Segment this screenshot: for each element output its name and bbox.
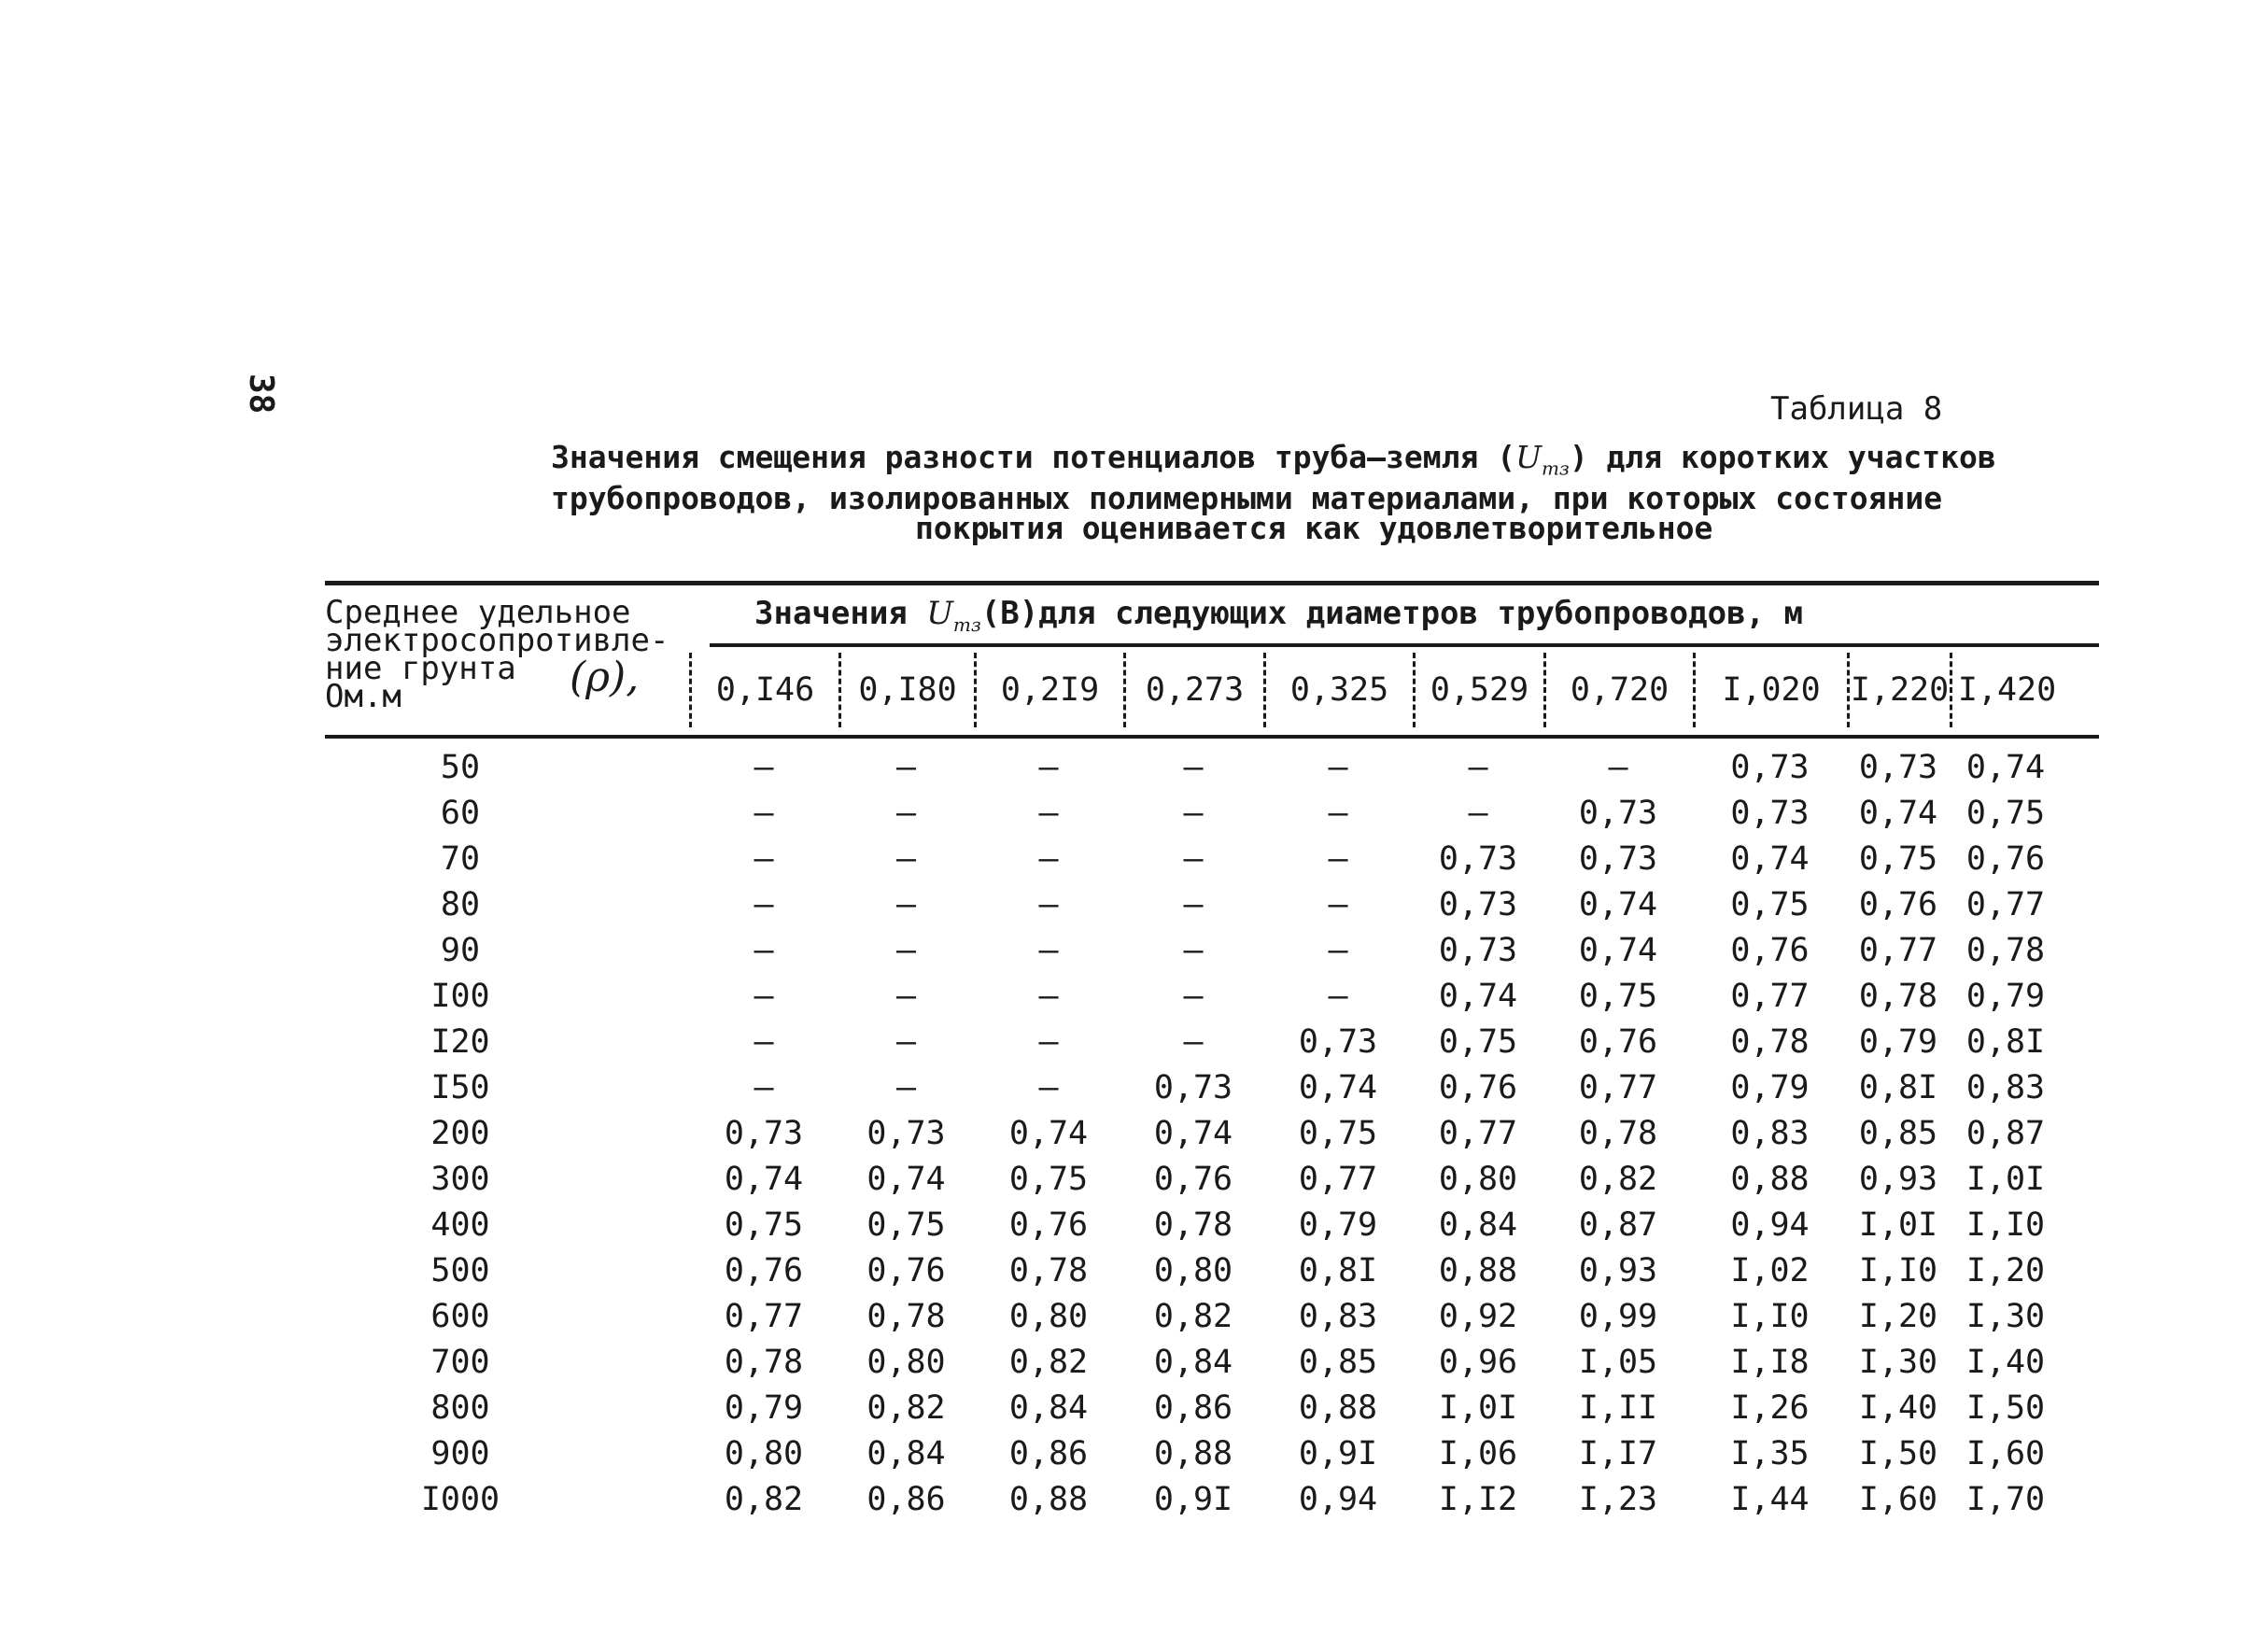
diameter-header-cell: 0,720	[1543, 653, 1693, 727]
potential-value-cell: 0,73	[866, 1114, 946, 1152]
resistivity-cell: 50	[440, 748, 481, 786]
potential-value-cell: –	[1468, 748, 1488, 786]
potential-value-cell: 0,78	[724, 1343, 804, 1381]
potential-value-cell: I,05	[1578, 1343, 1658, 1381]
potential-value-cell: 0,82	[866, 1388, 946, 1427]
potential-value-cell: 0,77	[1298, 1160, 1378, 1198]
potential-value-cell: 0,78	[1730, 1022, 1810, 1061]
resistivity-cell: 90	[440, 931, 481, 969]
potential-value-cell: 0,77	[1730, 977, 1810, 1015]
caption-line-3: покрытия оценивается как удовлетворительное	[915, 509, 1713, 546]
potential-value-cell: 0,73	[1298, 1022, 1378, 1061]
potential-value-cell: –	[1183, 977, 1204, 1015]
potential-value-cell: 0,74	[1578, 885, 1658, 923]
potential-value-cell: 0,86	[866, 1480, 946, 1518]
potential-value-cell: I,40	[1858, 1388, 1938, 1427]
potential-value-cell: 0,73	[1730, 748, 1810, 786]
potential-value-cell: 0,82	[1153, 1297, 1233, 1335]
table-row	[325, 973, 2099, 1019]
table-body	[325, 739, 2099, 1522]
table-row	[325, 1430, 2099, 1476]
table-header	[325, 585, 2099, 735]
potential-value-cell: 0,82	[1578, 1160, 1658, 1198]
potential-value-cell: 0,87	[1578, 1205, 1658, 1244]
potential-value-cell: 0,73	[1578, 839, 1658, 878]
resistivity-cell: 800	[430, 1388, 490, 1427]
potential-value-cell: 0,75	[1965, 794, 2046, 832]
values-header-title: Значения $U_{тз}(В)для$ следующих диаметров трубопроводов, м	[754, 595, 1803, 636]
potential-value-cell: I,30	[1965, 1297, 2046, 1335]
potential-value-cell: 0,75	[1730, 885, 1810, 923]
potential-value-cell: 0,86	[1153, 1388, 1233, 1427]
potential-value-cell: –	[1038, 977, 1059, 1015]
potential-value-cell: 0,8I	[1298, 1251, 1378, 1289]
resistivity-cell: 900	[430, 1434, 490, 1472]
potential-value-cell: 0,94	[1298, 1480, 1378, 1518]
potential-value-cell: I,0I	[1858, 1205, 1938, 1244]
potential-value-cell: 0,73	[1438, 885, 1518, 923]
resistivity-cell: 70	[440, 839, 481, 878]
table-row	[325, 1064, 2099, 1110]
potential-value-cell: 0,88	[1730, 1160, 1810, 1198]
potential-value-cell: 0,75	[1438, 1022, 1518, 1061]
potential-value-cell: 0,79	[1858, 1022, 1938, 1061]
potential-value-cell: 0,82	[724, 1480, 804, 1518]
potential-value-cell: –	[895, 1068, 917, 1106]
potential-value-cell: 0,76	[724, 1251, 804, 1289]
potential-value-cell: I,0I	[1965, 1160, 2046, 1198]
diameter-header-cell: I,420	[1950, 653, 2062, 727]
table-row	[325, 1019, 2099, 1064]
potential-value-cell: I,50	[1858, 1434, 1938, 1472]
potential-value-cell: 0,74	[1965, 748, 2046, 786]
potential-value-cell: –	[1183, 748, 1204, 786]
potential-value-cell: 0,73	[1858, 748, 1938, 786]
potential-value-cell: 0,76	[866, 1251, 946, 1289]
potential-value-cell: 0,75	[1858, 839, 1938, 878]
potential-value-cell: I,20	[1965, 1251, 2046, 1289]
potential-variable: $U_{тз}$	[1515, 439, 1570, 480]
potential-value-cell: 0,84	[1153, 1343, 1233, 1381]
potential-value-cell: I,I7	[1578, 1434, 1658, 1472]
potential-value-cell: –	[1328, 931, 1348, 969]
caption-line-2: трубопроводов, изолированных полимерными материалами, при которых состояние	[551, 479, 1943, 516]
table-row	[325, 1247, 2099, 1293]
resistivity-cell: 60	[440, 794, 481, 832]
potential-value-cell: 0,88	[1153, 1434, 1233, 1472]
potential-value-cell: I,20	[1858, 1297, 1938, 1335]
potential-value-cell: –	[1183, 1022, 1204, 1061]
potential-value-cell: I,I8	[1730, 1343, 1810, 1381]
potential-value-cell: –	[895, 1022, 917, 1061]
potential-value-cell: 0,74	[1008, 1114, 1089, 1152]
potential-value-cell: I,I0	[1858, 1251, 1938, 1289]
potential-value-cell: 0,76	[1008, 1205, 1089, 1244]
potential-value-cell: 0,9I	[1298, 1434, 1378, 1472]
potential-value-cell: –	[895, 977, 917, 1015]
potential-value-cell: 0,78	[1965, 931, 2046, 969]
potential-value-cell: I,60	[1965, 1434, 2046, 1472]
potential-value-cell: 0,88	[1298, 1388, 1378, 1427]
potential-value-cell: 0,93	[1578, 1251, 1658, 1289]
potential-value-cell: 0,77	[724, 1297, 804, 1335]
resistivity-cell: I50	[430, 1068, 490, 1106]
header-inner-rule	[710, 643, 2099, 647]
table-row	[325, 1339, 2099, 1385]
resistivity-cell: I00	[430, 977, 490, 1015]
potential-value-cell: –	[754, 1068, 774, 1106]
potential-value-cell: 0,73	[1730, 794, 1810, 832]
potential-value-cell: I,70	[1965, 1480, 2046, 1518]
diameter-header-row	[689, 653, 2099, 727]
table-caption	[551, 439, 2045, 546]
potential-value-cell: –	[754, 839, 774, 878]
table-row	[325, 836, 2099, 881]
potential-value-cell: 0,75	[1578, 977, 1658, 1015]
diameter-header-cell: 0,325	[1263, 653, 1413, 727]
potential-value-cell: I,I0	[1730, 1297, 1810, 1335]
potential-value-cell: 0,76	[1578, 1022, 1658, 1061]
potential-value-cell: I,06	[1438, 1434, 1518, 1472]
resistivity-cell: 200	[430, 1114, 490, 1152]
potential-value-cell: 0,75	[724, 1205, 804, 1244]
potential-value-cell: 0,78	[1858, 977, 1938, 1015]
potential-value-cell: 0,9I	[1153, 1480, 1233, 1518]
diameter-header-cell: 0,273	[1123, 653, 1263, 727]
potential-value-cell: 0,79	[1965, 977, 2046, 1015]
potential-value-cell: I,II	[1578, 1388, 1658, 1427]
potential-value-cell: –	[1038, 931, 1059, 969]
potential-value-cell: 0,73	[1153, 1068, 1233, 1106]
potential-value-cell: –	[1038, 748, 1059, 786]
potential-value-cell: I,0I	[1438, 1388, 1518, 1427]
potential-value-cell: 0,85	[1858, 1114, 1938, 1152]
potential-value-cell: 0,73	[1438, 839, 1518, 878]
potential-value-cell: 0,79	[1298, 1205, 1378, 1244]
potential-value-cell: –	[895, 885, 917, 923]
potential-value-cell: I,I0	[1965, 1205, 2046, 1244]
potential-value-cell: –	[1328, 885, 1348, 923]
potential-value-cell: 0,88	[1008, 1480, 1089, 1518]
potential-value-cell: –	[895, 794, 917, 832]
table-row	[325, 744, 2099, 790]
potential-value-cell: –	[1038, 1068, 1059, 1106]
potential-value-cell: –	[1328, 748, 1348, 786]
potential-value-cell: 0,77	[1438, 1114, 1518, 1152]
potential-value-cell: –	[754, 1022, 774, 1061]
potential-value-cell: 0,78	[866, 1297, 946, 1335]
potential-value-cell: I,50	[1965, 1388, 2046, 1427]
potential-value-cell: –	[754, 794, 774, 832]
resistivity-cell: I000	[420, 1480, 500, 1518]
potential-value-cell: –	[1038, 839, 1059, 878]
potential-value-cell: I,30	[1858, 1343, 1938, 1381]
potential-value-cell: 0,88	[1438, 1251, 1518, 1289]
potential-value-cell: 0,8I	[1858, 1068, 1938, 1106]
resistivity-cell: 700	[430, 1343, 490, 1381]
potential-value-cell: –	[1183, 885, 1204, 923]
potential-value-cell: 0,74	[1730, 839, 1810, 878]
potential-value-cell: 0,78	[1578, 1114, 1658, 1152]
potential-value-cell: 0,94	[1730, 1205, 1810, 1244]
potential-value-cell: 0,76	[1153, 1160, 1233, 1198]
potential-value-cell: 0,73	[1438, 931, 1518, 969]
potential-value-cell: –	[1183, 931, 1204, 969]
potential-value-cell: –	[1038, 885, 1059, 923]
resistivity-cell: 400	[430, 1205, 490, 1244]
diameter-header-cell: I,020	[1693, 653, 1847, 727]
potential-value-cell: 0,76	[1438, 1068, 1518, 1106]
potential-value-cell: –	[754, 977, 774, 1015]
potential-value-cell: 0,74	[866, 1160, 946, 1198]
potential-value-cell: 0,74	[1578, 931, 1658, 969]
potential-value-cell: –	[1183, 839, 1204, 878]
potential-value-cell: 0,76	[1858, 885, 1938, 923]
potential-value-cell: I,44	[1730, 1480, 1810, 1518]
potential-value-cell: 0,80	[1008, 1297, 1089, 1335]
diameter-header-cell: I,220	[1847, 653, 1950, 727]
table-row	[325, 1202, 2099, 1247]
potential-value-cell: 0,73	[1578, 794, 1658, 832]
potential-value-cell: –	[1328, 794, 1348, 832]
page-number: 38	[242, 373, 280, 415]
potential-value-cell: I,I2	[1438, 1480, 1518, 1518]
potential-value-cell: 0,75	[1298, 1114, 1378, 1152]
potential-value-cell: 0,85	[1298, 1343, 1378, 1381]
potential-value-cell: 0,84	[1438, 1205, 1518, 1244]
potential-value-cell: I,02	[1730, 1251, 1810, 1289]
potential-value-cell: 0,77	[1578, 1068, 1658, 1106]
potential-value-cell: –	[1038, 1022, 1059, 1061]
potential-value-cell: 0,93	[1858, 1160, 1938, 1198]
potential-value-cell: –	[1328, 977, 1348, 1015]
potential-value-cell: 0,73	[724, 1114, 804, 1152]
resistivity-cell: 600	[430, 1297, 490, 1335]
rho-symbol: (ρ),	[570, 654, 640, 701]
potential-value-cell: –	[1468, 794, 1488, 832]
resistivity-cell: 80	[440, 885, 481, 923]
table-row	[325, 1476, 2099, 1522]
potential-value-cell: 0,83	[1298, 1297, 1378, 1335]
potential-value-cell: –	[754, 748, 774, 786]
diameter-header-cell: 0,2I9	[974, 653, 1123, 727]
diameter-header-cell: 0,529	[1413, 653, 1543, 727]
potential-value-cell: 0,80	[1153, 1251, 1233, 1289]
potential-value-cell: 0,76	[1965, 839, 2046, 878]
table-row	[325, 927, 2099, 973]
potential-value-cell: 0,83	[1730, 1114, 1810, 1152]
potential-value-cell: –	[1183, 794, 1204, 832]
potential-value-cell: –	[1608, 748, 1628, 786]
potential-value-cell: 0,80	[1438, 1160, 1518, 1198]
resistivity-cell: I20	[430, 1022, 490, 1061]
potential-value-cell: 0,77	[1965, 885, 2046, 923]
data-table	[325, 581, 2099, 1522]
potential-value-cell: –	[895, 839, 917, 878]
resistivity-column-header: Среднее удельное электросопротивле- ние грунта Ом.м (ρ),	[325, 594, 669, 715]
table-row	[325, 881, 2099, 927]
potential-value-cell: I,35	[1730, 1434, 1810, 1472]
potential-value-cell: 0,75	[866, 1205, 946, 1244]
potential-value-cell: –	[1328, 839, 1348, 878]
potential-value-cell: –	[895, 748, 917, 786]
potential-value-cell: 0,78	[1153, 1205, 1233, 1244]
potential-value-cell: 0,80	[724, 1434, 804, 1472]
potential-value-cell: I,60	[1858, 1480, 1938, 1518]
potential-value-cell: 0,74	[1153, 1114, 1233, 1152]
potential-value-cell: 0,83	[1965, 1068, 2046, 1106]
table-row	[325, 1385, 2099, 1430]
potential-value-cell: –	[754, 885, 774, 923]
potential-value-cell: 0,99	[1578, 1297, 1658, 1335]
table-row	[325, 790, 2099, 836]
potential-value-cell: –	[1038, 794, 1059, 832]
potential-value-cell: 0,79	[724, 1388, 804, 1427]
potential-value-cell: 0,80	[866, 1343, 946, 1381]
potential-value-cell: 0,8I	[1965, 1022, 2046, 1061]
values-header	[689, 585, 2099, 735]
diameter-header-cell: 0,I80	[838, 653, 974, 727]
potential-value-cell: 0,84	[866, 1434, 946, 1472]
potential-value-cell: 0,82	[1008, 1343, 1089, 1381]
table-label: Таблица 8	[1770, 390, 1943, 428]
resistivity-cell: 500	[430, 1251, 490, 1289]
potential-value-cell: 0,92	[1438, 1297, 1518, 1335]
potential-value-cell: 0,87	[1965, 1114, 2046, 1152]
potential-value-cell: 0,86	[1008, 1434, 1089, 1472]
potential-value-cell: –	[895, 931, 917, 969]
potential-value-cell: 0,79	[1730, 1068, 1810, 1106]
table-row	[325, 1293, 2099, 1339]
potential-value-cell: I,26	[1730, 1388, 1810, 1427]
caption-line-1: Значения смещения разности потенциалов труба–земля $(U_{тз})$ для коротких участков	[551, 439, 1996, 480]
potential-value-cell: 0,74	[1438, 977, 1518, 1015]
potential-value-cell: –	[754, 931, 774, 969]
potential-value-cell: 0,77	[1858, 931, 1938, 969]
potential-value-cell: 0,96	[1438, 1343, 1518, 1381]
potential-value-cell: 0,78	[1008, 1251, 1089, 1289]
potential-value-cell: 0,84	[1008, 1388, 1089, 1427]
diameter-header-cell: 0,I46	[689, 653, 838, 727]
table-row	[325, 1156, 2099, 1202]
potential-value-cell: 0,74	[1298, 1068, 1378, 1106]
potential-value-cell: 0,75	[1008, 1160, 1089, 1198]
potential-value-cell: I,23	[1578, 1480, 1658, 1518]
resistivity-cell: 300	[430, 1160, 490, 1198]
potential-value-cell: 0,74	[724, 1160, 804, 1198]
potential-value-cell: I,40	[1965, 1343, 2046, 1381]
table-row	[325, 1110, 2099, 1156]
potential-value-cell: 0,74	[1858, 794, 1938, 832]
potential-value-cell: 0,76	[1730, 931, 1810, 969]
